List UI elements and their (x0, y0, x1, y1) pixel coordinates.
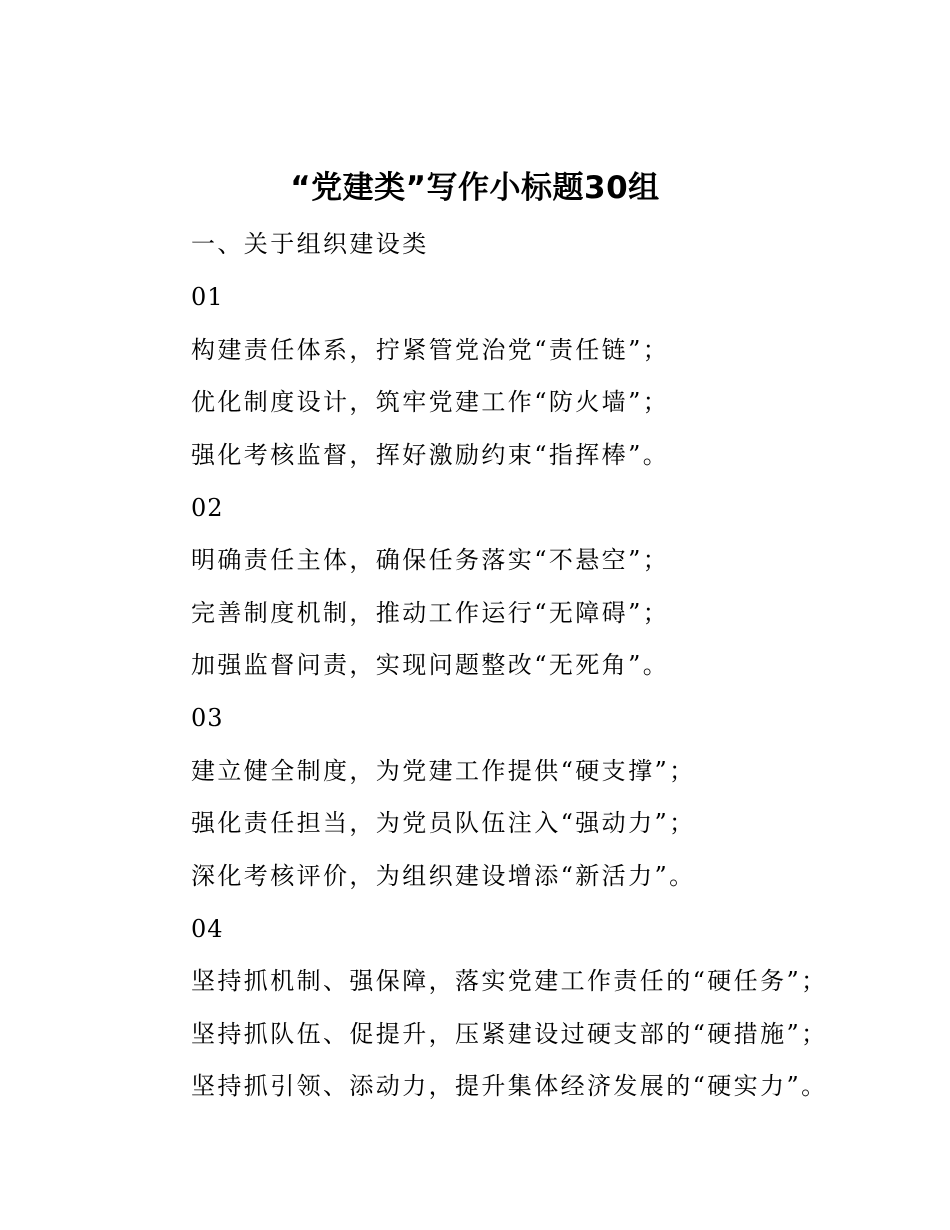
group-line: 坚持抓队伍、促提升，压紧建设过硬支部的“硬措施”； (191, 1020, 828, 1048)
group-line: 构建责任体系，拧紧管党治党“责任链”； (191, 336, 670, 364)
group-line: 坚持抓引领、添动力，提升集体经济发展的“硬实力”。 (191, 1072, 828, 1100)
group-line: 明确责任主体，确保任务落实“不悬空”； (191, 546, 670, 574)
document-title: “党建类”写作小标题30组 (290, 170, 660, 206)
group-line: 强化责任担当，为党员队伍注入“强动力”； (191, 809, 696, 837)
group-number: 02 (191, 494, 224, 522)
section-heading: 一、关于组织建设类 (191, 230, 429, 258)
group-line: 加强监督问责，实现问题整改“无死角”。 (191, 651, 670, 679)
group-line: 深化考核评价，为组织建设增添“新活力”。 (191, 862, 696, 890)
group-number: 04 (191, 915, 224, 943)
group-line: 坚持抓机制、强保障，落实党建工作责任的“硬任务”； (191, 967, 828, 995)
group-line: 优化制度设计，筑牢党建工作“防火墙”； (191, 388, 670, 416)
group-line: 完善制度机制，推动工作运行“无障碍”； (191, 599, 670, 627)
group-line: 强化考核监督，挥好激励约束“指挥棒”。 (191, 441, 670, 469)
group-number: 03 (191, 704, 224, 732)
group-line: 建立健全制度，为党建工作提供“硬支撑”； (191, 757, 696, 785)
group-number: 01 (191, 283, 224, 311)
